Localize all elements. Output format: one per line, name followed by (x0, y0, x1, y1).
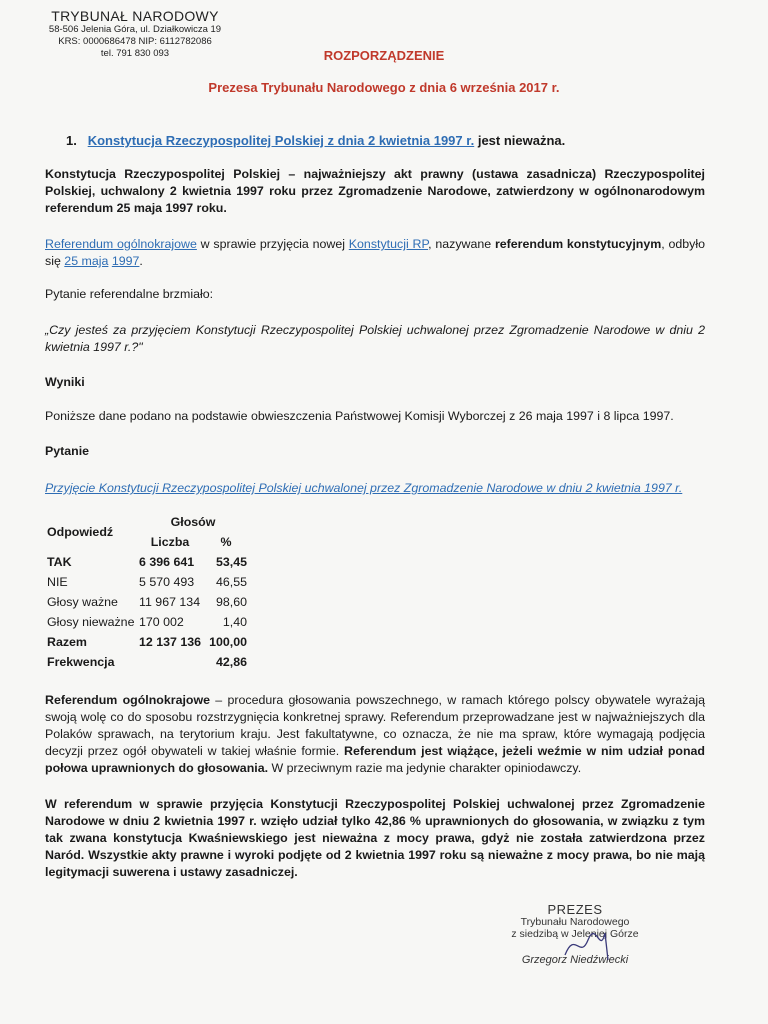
table-row (45, 612, 249, 632)
referendum-link[interactable]: Referendum ogólnokrajowe (45, 237, 197, 251)
row-label: Głosy nieważne (47, 615, 135, 629)
signature-line1: Trybunału Narodowego (520, 916, 630, 928)
results-table (45, 512, 249, 672)
doc-title: ROZPORZĄDZENIE (323, 48, 445, 63)
row-count: 12 137 136 (139, 635, 202, 649)
date-link[interactable]: 25 maja (64, 254, 109, 268)
handwritten-signature-icon (560, 925, 620, 965)
row-count: 170 002 (139, 615, 184, 629)
org-phone: tel. 791 830 093 (100, 48, 170, 59)
item-1-number: 1. (66, 133, 77, 148)
row-pct: 100,00 (209, 635, 247, 649)
results-heading: Wyniki (45, 375, 85, 389)
row-label: Razem (47, 635, 87, 649)
item-1-text: jest nieważna. (474, 133, 566, 148)
doc-subtitle: Prezesa Trybunału Narodowego z dnia 6 września 2017 r. (208, 80, 560, 95)
table-row (45, 652, 249, 672)
data-source: Poniższe dane podano na podstawie obwieszczenia Państwowej Komisji Wyborczej z 26 maja 1997 i 8 lipca 1997. (45, 409, 674, 423)
col-answer: Odpowiedź (47, 525, 114, 539)
org-name: TRYBUNAŁ NARODOWY (51, 8, 219, 24)
table-row (45, 632, 249, 652)
row-label: TAK (47, 555, 72, 569)
col-pct: % (220, 535, 232, 549)
org-address: 58-506 Jelenia Góra, ul. Działkowicza 19 (48, 24, 222, 35)
bold-span: Referendum jest wiążące, jeżeli weźmie w nim udział ponad połowa uprawnionych do głosowania. (45, 744, 705, 775)
signature-line2: z siedzibą w Jeleniej Górze (511, 928, 639, 940)
text-span: , nazywane (428, 237, 495, 251)
org-krs: KRS: 0000686478 NIP: 6112782086 (58, 36, 212, 47)
table-row (45, 552, 249, 572)
text-span: . (139, 254, 143, 268)
row-pct: 98,60 (215, 595, 247, 609)
table-row (45, 592, 249, 612)
constitution-link[interactable]: Konstytucja Rzeczypospolitej Polskiej z dnia 2 kwietnia 1997 r. (87, 133, 475, 148)
paragraph-conclusion: W referendum w sprawie przyjęcia Konstytucji Rzeczypospolitej Polskiej uchwalonej przez Zgromadzenie Narodowe w dniu 2 kwietnia 1997 r. wzięło udział tylko 42,86 % uprawnionych do głosowania, w związku z tym tak zwana konstytucja Kwaśniewskiego jest nieważna z mocy prawa, gdyż nie została zatwierdzona przez Naród. Wszystkie akty prawne i wyroki podjęte od 2 kwietnia 1997 roku są nieważne z mocy prawa, bo nie mają legitymacji suwerena i ustawy zasadniczej. (45, 797, 705, 879)
question-link[interactable]: Przyjęcie Konstytucji Rzeczypospolitej Polskiej uchwalonej przez Zgromadzenie Narodowe w dniu 2 kwietnia 1997 r. (45, 481, 683, 495)
signature-name: Grzegorz Niedźwiecki (521, 954, 629, 966)
table-row (45, 572, 249, 592)
row-count (137, 652, 203, 672)
paragraph-constitution: Konstytucja Rzeczypospolitej Polskiej – najważniejszy akt prawny (ustawa zasadnicza) Rzeczypospolitej Polskiej, uchwalony 2 kwietnia 1997 roku przez Zgromadzenie Narodowe, zatwierdzony w ogólnonarodowym referendum 25 maja 1997 roku. (45, 167, 705, 215)
row-count: 11 967 134 (139, 595, 201, 609)
bold-span: referendum konstytucyjnym (494, 237, 662, 251)
row-pct: 53,45 (215, 555, 247, 569)
row-label: Frekwencja (47, 655, 115, 669)
constitution-rp-link[interactable]: Konstytucji RP (348, 237, 429, 251)
text-span: , odbyło się (45, 237, 705, 268)
question-link-wrap (45, 480, 705, 497)
year-link[interactable]: 1997 (111, 254, 140, 268)
row-count: 6 396 641 (139, 555, 195, 569)
row-label: Głosy ważne (47, 595, 118, 609)
paragraph-referendum (45, 236, 705, 270)
text-span: w sprawie przyjęcia nowej (196, 237, 349, 251)
row-pct: 46,55 (215, 575, 247, 589)
item-1 (66, 132, 726, 149)
row-count: 5 570 493 (139, 575, 195, 589)
col-count: Liczba (150, 535, 190, 549)
paragraph-referendum-definition (45, 692, 705, 777)
results-rows (45, 552, 249, 672)
referendum-question: „Czy jesteś za przyjęciem Konstytucji Rzeczypospolitej Polskiej uchwalonej przez Zgromadzenie Narodowe w dniu 2 kwietnia 1997 r.?" (45, 323, 705, 354)
col-votes: Głosów (170, 515, 216, 529)
row-label: NIE (47, 575, 68, 589)
bold-span: Referendum ogólnokrajowe (45, 693, 211, 707)
text-span: – procedura głosowania powszechnego, w ramach którego polscy obywatele wyrażają swoją wolę co do sposobu rozstrzygnięcia konkretnej sprawy. Referendum przeprowadzane jest w najważniejszych dla Polaków sprawach, na terytorium kraju. Jest fakultatywne, co oznacza, że nie ma spraw, które wymagają podjęcia decyzji przez ogół obywateli w takiej właśnie formie. (45, 693, 705, 758)
text-span: W przeciwnym razie ma jedynie charakter opiniodawczy. (268, 761, 582, 775)
question-heading: Pytanie (45, 444, 90, 458)
question-intro: Pytanie referendalne brzmiało: (45, 287, 214, 301)
signature-title: PREZES (547, 902, 603, 917)
row-pct: 42,86 (215, 655, 247, 669)
row-pct: 1,40 (222, 615, 247, 629)
